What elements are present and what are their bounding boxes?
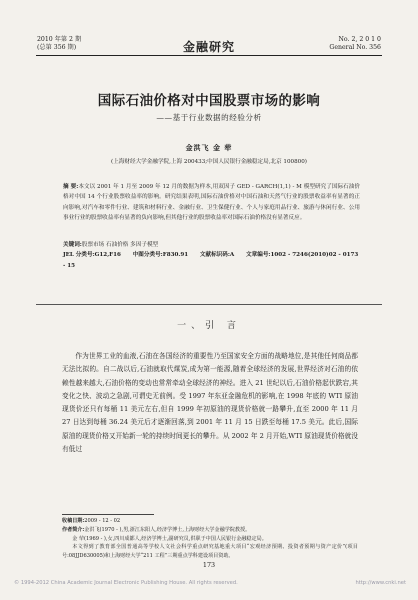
website-url: http://www.cnki.net (355, 580, 406, 586)
article-id: 文章编号:1002 - 7246(2010)02 - 0173 - 15 (63, 252, 359, 269)
general-number-english: General No. 356 (329, 44, 381, 51)
clc-code: 中图分类号:F830.91 (132, 252, 189, 259)
abstract-divider (36, 304, 382, 305)
issue-number-english: No. 2, 2 0 1 0 (338, 36, 381, 43)
abstract (63, 182, 360, 224)
author-bio-2: 金 荦(1969 - ),女,四川成都人,经济学博士,副研究员,供职于中国人民银行金融稳定局。 (72, 535, 267, 542)
author-names: 金洪飞 金 荦 (185, 143, 233, 152)
classification-line (63, 250, 360, 271)
article-subtitle: ——基于行业数据的经验分析 (156, 113, 262, 122)
keywords-block (63, 240, 360, 271)
keywords-label: 关键词: (63, 242, 82, 248)
copyright-text: © 1994-2012 China Academic Journal Electronic Publishing House. All rights reserved. (14, 580, 238, 586)
footnote-divider (62, 514, 154, 515)
received-value: 2009 - 12 - 02 (84, 518, 121, 524)
funding-note: 本文得到了教育部全国普通高等学校人文社会科学重点研究基地重大项目“宏观经济预期、投资者预期与资产定价”(项目号:08JJD630005)和上海财经大学“211 工程”三期重点学科建设项目资助。 (62, 544, 358, 560)
keywords-line (63, 240, 360, 250)
document-code: 文献标识码:A (199, 252, 235, 259)
keywords-text: 股票市场 石油价格 多因子模型 (81, 242, 159, 248)
section-heading: 一、引 言 (177, 321, 241, 331)
article-title: 国际石油价格对中国股票市场的影响 (97, 93, 321, 109)
jel-code: JEL 分类号:G12,F16 (63, 252, 121, 259)
body-paragraph: 作为世界工业的血液,石油在各国经济的重要性乃至国家安全方面的战略地位,是其他任何商品都无法比拟的。自二战以后,石油就取代煤炭,成为第一能源,随着全球经济的发展,世界经济对石油的依赖性越来越大,石油价格的变动也常常牵动全球经济的神经。进入 21 世纪以后,石油价格起伏跌宕,其变化之快、波动之急剧,可谓史无前例。受 1997 年东亚金融危机的影响,在 1998 年底的 WTI 原油现货价还只有每桶 11 美元左右,但自 1999 年初原油的现货价格就一路攀升,直至 2000 年 11 月 27 日达到每桶 36.24 美元后才逐渐回落,到 2001 年 11 月 15 日跌至每桶 17.5 美元。此后,国际原油的现货价格又开始新一轮的持续时间更长的攀升。从 2002 年 2 月开始,WTI 原油现货价格就没有低过 (62, 352, 358, 454)
issue-info-english (329, 36, 381, 52)
page-number: 173 (202, 561, 216, 569)
author-bio-1-text: 金洪飞(1970 - ),男,浙江东阳人,经济学博士,上海财经大学金融学院教授。 (84, 526, 251, 533)
header-divider (36, 55, 382, 56)
author-info-label: 作者简介: (62, 526, 85, 533)
author-bio-1 (62, 526, 358, 535)
footnotes (62, 517, 358, 561)
abstract-label: 摘 要: (63, 184, 79, 190)
journal-name: 金融研究 (182, 40, 235, 54)
abstract-text: 本文以 2001 年 1 月至 2009 年 12 月的数据为样本,用双因子 GED - GARCH(1,1) - M 模型研究了国际石油价格对中国 14 个行业股票收益率的影响。研究结果表明,国际石油价格对中国石油和天然气行业的股票收益率有显著的正向影响,对汽车和零件行业、建筑和材料行业、金融行业、卫生保健行业、个人与家庭用品行业、旅游与休闲行业、公用事业行业的股票收益率有显著的负向影响,但其他行业的股票收益率对国际石油价格没有显著反应。 (63, 184, 360, 222)
received-label: 收稿日期: (62, 518, 85, 524)
issue-total-number: (总第 356 期) (37, 44, 77, 51)
copyright-footer (14, 580, 406, 586)
issue-number: 2010 年第 2 期 (37, 36, 82, 43)
author-affiliation: (上海财经大学金融学院,上海 200433;中国人民银行金融稳定局,北京 100800) (111, 159, 307, 165)
received-date (62, 517, 358, 526)
